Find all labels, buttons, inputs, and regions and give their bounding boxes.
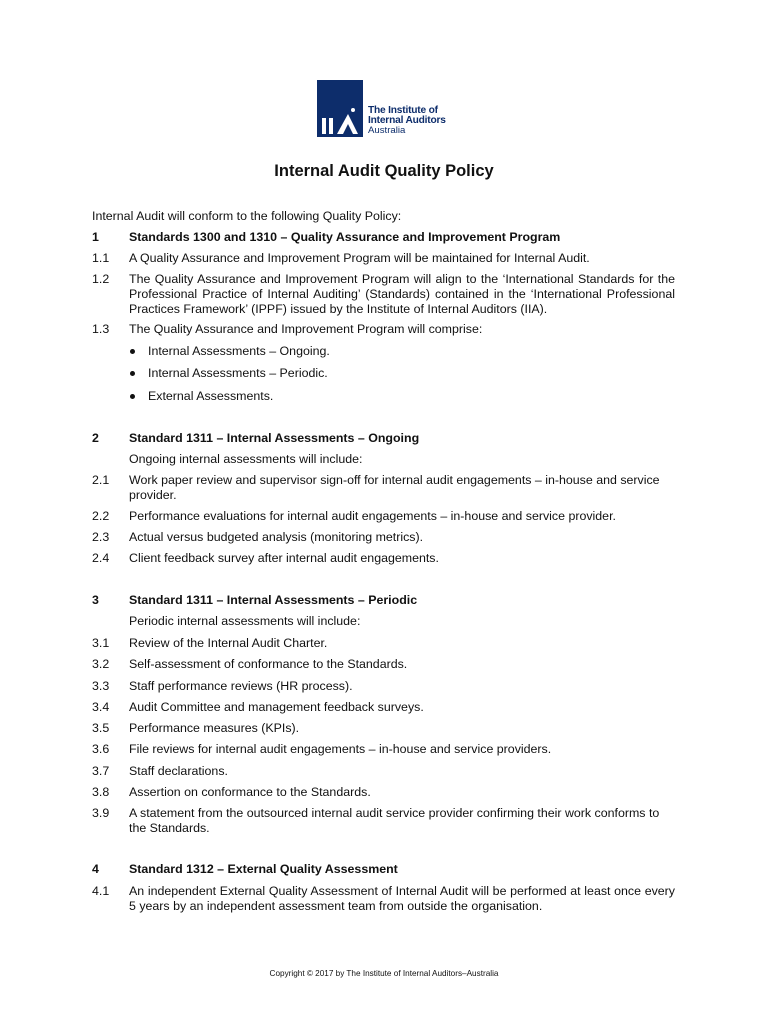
document-page: The Institute of Internal Auditors Australia Internal Audit Quality Policy Internal Audit will conform to the following Quality Policy: 1 Standards 1300 and 1310 – Quality Assurance and Improvement Program 1.1 A Quality Assurance and Improvement Program will be maintained for Internal Audit. 1.2 The Quality Assurance and Improvement Program will align to the ‘International Standards for the Professional Practice of Internal Auditing’ (Standards) contained in the ‘International Professional Practices Framework’ (IPPF) issued by the Institute of Internal Auditors (IIA). 1.3 The Quality Assurance and Improvement Program will comprise: Internal Assessments – Ongoing. Internal Assessments – Periodic. External Assessments. 2 Standard 1311 – Internal Assessments – Ongoing Ongoing internal assessments will include: 2.1 Work paper review and supervisor sign-off for internal audit engagements – in-house and service provider. 2.2 Performance evaluations for internal audit engagements – in-house and service provider. 2.3 Actual versus budgeted analysis (monitoring metrics). 2.4 Client feedback survey after internal audit engagements. 3 Standard 1311 – Internal Assessments – Periodic Periodic internal assessments will include: 3.1 Review of the Internal Audit Charter. 3.2 Self-assessment of conformance to the Standards. 3.3 Staff performance reviews (HR process). 3.4 Audit Committee and management feedback surveys. 3.5 Performance measures (KPIs). 3.6 File reviews for internal audit engagements – in-house and service providers. 3.7 Staff declarations. 3.8 Assertion on conformance to the Standards. 3.9 A statement from the outsourced internal audit service provider confirming their work conforms to the Standards. 4 Standard 1312 – External Quality Assessment 4.1 An independent External Quality Assessment of Internal Audit will be performed at least once every 5 years by an independent assessment team from outside the organisation. Copyright © 2017 by The Institute of Internal Auditors–Australia [0, 0, 768, 1024]
page-title: Internal Audit Quality Policy [274, 162, 494, 180]
bullet-icon [130, 394, 135, 399]
logo-line-3: Australia [368, 124, 406, 136]
logo-line-2: Internal Auditors [368, 114, 446, 126]
iia-logo [317, 80, 457, 137]
logo-wordmark [368, 106, 446, 135]
copyright-footer: Copyright © 2017 by The Institute of Internal Auditors–Australia [269, 969, 499, 978]
bullet-icon [130, 371, 135, 376]
bullet-icon [130, 349, 135, 354]
logo-line-1: The Institute of [368, 105, 438, 116]
iia-emblem-icon [317, 80, 363, 137]
